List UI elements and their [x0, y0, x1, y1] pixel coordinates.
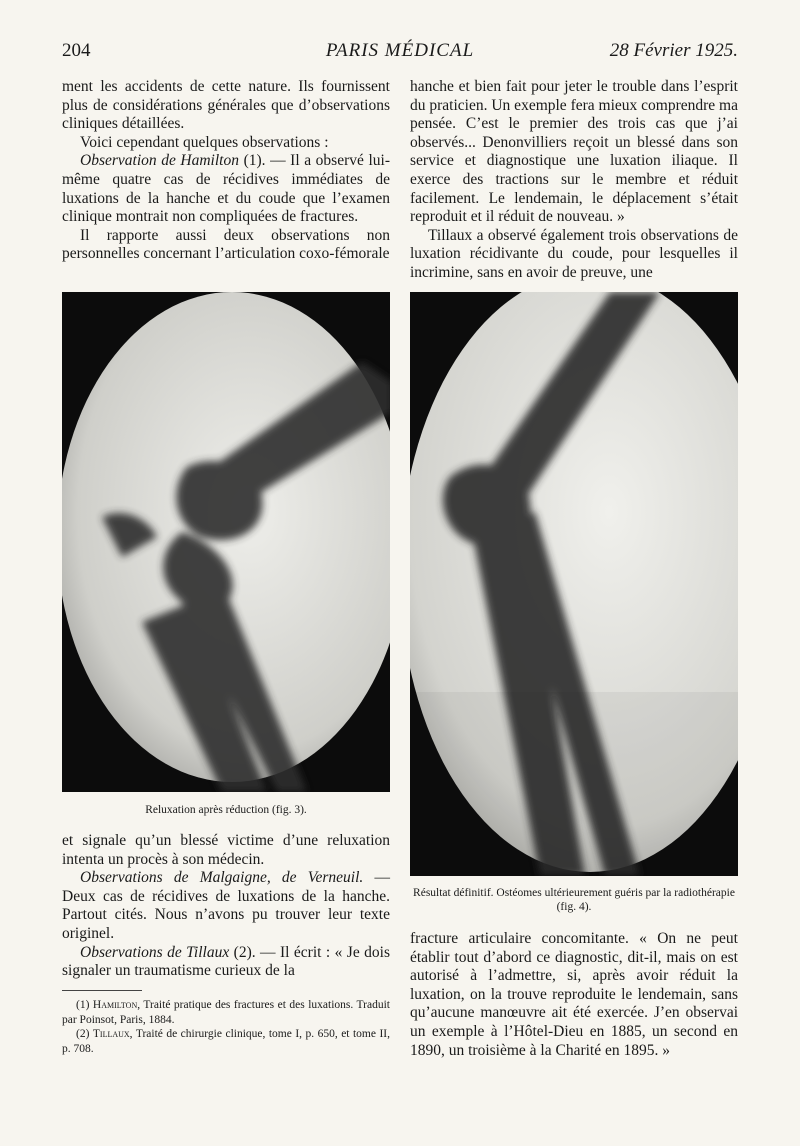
bottom-left-column	[62, 832, 390, 981]
figure-3-caption: Reluxation après réduction (fig. 3).	[145, 804, 307, 816]
paragraph-text: (2). — Il écrit : « Je dois signaler un traumatisme curieux de la	[62, 943, 390, 980]
figure-4-caption: Résultat définitif. Ostéomes ultérieurement guéris par la radiothérapie (fig. 4).	[413, 887, 735, 913]
running-header	[62, 40, 738, 68]
paragraph-text: (1). — Il a observé lui-même quatre cas de récidives immédiates de luxations de la hanche et du coude que l’examen clinique montrait non compliquées de fractures.	[62, 152, 390, 226]
footnote-divider	[62, 990, 142, 991]
footnote-text: Traité de chirurgie clinique, tome I, p. 650, et tome II, p. 708.	[62, 1028, 390, 1055]
top-right-column	[410, 78, 738, 283]
journal-title: PARIS MÉDICAL	[325, 40, 475, 61]
issue-date: 28 Février 1925.	[609, 40, 738, 61]
footnote: (2) Tillaux, Traité de chirurgie clinique, tome I, p. 650, et tome II, p. 708.	[62, 1028, 390, 1055]
paragraph: et signale qu’un blessé victime d’une reluxation intenta un procès à son médecin.	[62, 832, 390, 868]
top-left-column	[62, 78, 390, 264]
paragraph: Voici cependant quelques observations :	[80, 133, 329, 151]
footnotes	[62, 998, 390, 1056]
paragraph-text: — Deux cas de récidives de luxations de la hanche. Partout cités. Nous n’avons pu trouver leur texte originel.	[62, 869, 390, 942]
footnote-text: Traité pratique des fractures et des luxations. Traduit par Poinsot, Paris, 1884.	[62, 999, 390, 1026]
paragraph	[62, 152, 390, 226]
xray-figure-3	[62, 292, 390, 792]
paragraph: Tillaux a observé également trois observations de luxation récidivante du coude, pour lesquelles il incrimine, sans en avoir de preuve, une	[410, 226, 738, 281]
page-number: 204	[62, 40, 91, 61]
footnote-author: Tillaux,	[92, 1028, 133, 1040]
paragraph: Il rapporte aussi deux observations non personnelles concernant l’articulation coxo-fémorale	[62, 226, 390, 263]
observation-title: Observations de Tillaux	[80, 943, 230, 961]
footnote-author: Hamilton,	[92, 999, 141, 1011]
paragraph: fracture articulaire concomitante. « On ne peut établir tout d’abord ce diagnostic, dit-il, mais on est autorisé à l’admettre, si, après avoir réduit la luxation, on la trouve reproduite le lendemain, sans qu’aucune manœuvre ait été exercée. J’en observai un exemple à l’Hôtel-Dieu en 1885, un second en 1890, un troisième à la Charité en 1895. »	[410, 930, 738, 1059]
observation-title: Observations de Malgaigne, de Verneuil.	[80, 869, 364, 887]
footnote: (1) Hamilton, Traité pratique des fractures et des luxations. Traduit par Poinsot, Paris, 1884.	[62, 999, 390, 1026]
xray-figure-4	[410, 292, 738, 876]
paragraph: ment les accidents de cette nature. Ils fournissent plus de considérations générales que d’observations cliniques détaillées.	[62, 78, 390, 133]
observation-title: Observation de Hamilton	[80, 152, 239, 170]
paragraph	[62, 869, 390, 943]
bottom-right-column	[410, 930, 738, 1060]
paragraph	[62, 944, 390, 981]
paragraph: hanche et bien fait pour jeter le trouble dans l’esprit du praticien. Un exemple fera mieux comprendre ma pensée. C’est le premier des trois cas que j’ai observés... Denonvilliers reçoit un blessé dans son service et diagnostique une luxation iliaque. Il exerce des tractions sur le membre et réduit facilement. Le lendemain, le déplacement s’était reproduit et il réduit de nouveau. »	[410, 78, 738, 226]
